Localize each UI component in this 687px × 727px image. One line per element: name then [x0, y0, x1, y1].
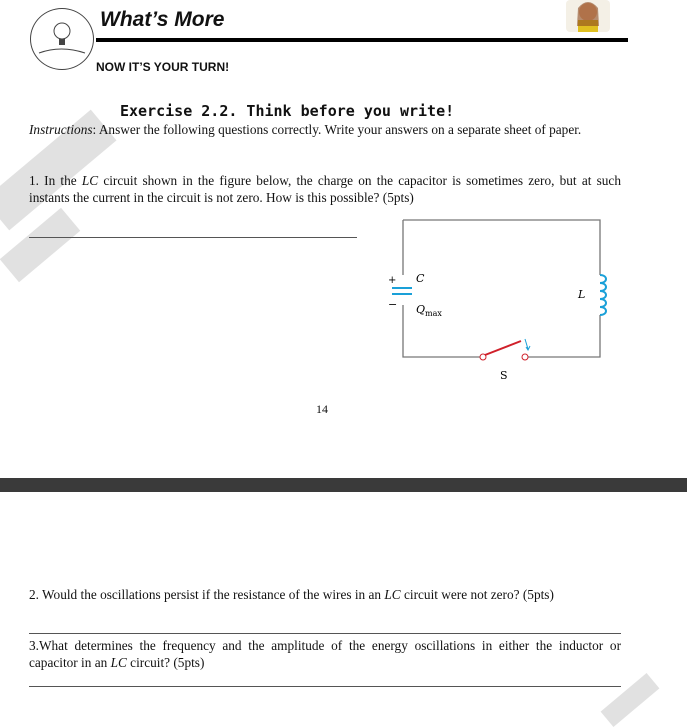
lc-circuit-figure: [380, 215, 620, 385]
capacitor-plate: [392, 293, 412, 295]
subtitle: NOW IT’S YOUR TURN!: [96, 60, 230, 74]
minus-sign: −: [388, 298, 398, 311]
circuit-wire: [403, 220, 600, 357]
charge-subscript: max: [425, 309, 442, 318]
switch-arm: [485, 341, 521, 355]
watermark: [601, 673, 660, 727]
question-2: 2. Would the oscillations persist if the resistance of the wires in an LC circuit were not zero? (5pts): [29, 587, 554, 602]
inductor-label: L: [578, 288, 586, 301]
capacitor-plate: [392, 287, 412, 289]
answer-line: [29, 237, 357, 238]
answer-line: [29, 686, 621, 687]
answer-line: [29, 633, 621, 634]
instructions: [29, 122, 621, 139]
plus-sign: +: [388, 275, 397, 286]
switch-label: S: [500, 369, 508, 382]
section-title: What’s More: [100, 8, 225, 31]
lightbulb-hand-logo-icon: [30, 8, 94, 70]
instructions-text: : Answer the following questions correctly. Write your answers on a separate sheet of paper.: [92, 122, 582, 137]
question-3: 3.What determines the frequency and the amplitude of the energy oscillations in either the inductor or capacitor in an LC circuit? (5pts): [29, 638, 621, 670]
page-number: 14: [316, 402, 328, 416]
switch-terminal: [522, 354, 528, 360]
avatar-icon: [566, 0, 610, 32]
title-rule: [96, 38, 628, 42]
exercise-title: Exercise 2.2. Think before you write!: [120, 102, 455, 120]
page-break: [0, 478, 687, 492]
capacitor-label: C: [416, 272, 425, 285]
question-1: 1. In the LC circuit shown in the figure below, the charge on the capacitor is sometimes zero, but at such instants the current in the circuit is not zero. How is this possible? (5pts): [29, 173, 621, 205]
instructions-label: Instructions: [29, 122, 93, 137]
switch-arrow: [525, 339, 530, 350]
charge-label: Q: [416, 303, 426, 316]
